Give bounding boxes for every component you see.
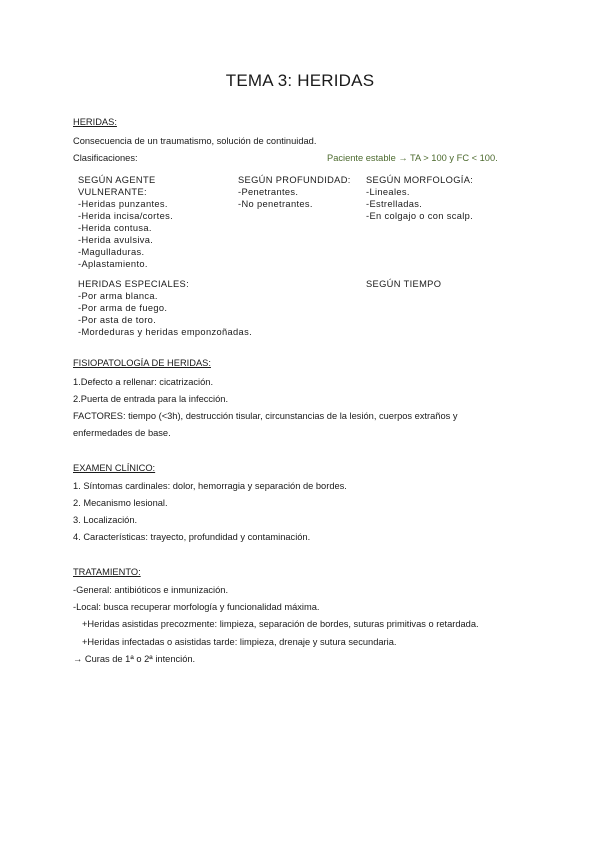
tratamiento-line: -Local: busca recuperar morfología y funcionalidad máxima.: [73, 602, 320, 612]
heridas-definition: Consecuencia de un traumatismo, solución de continuidad.: [73, 136, 317, 146]
examen-line: 1. Síntomas cardinales: dolor, hemorragia y separación de bordes.: [73, 481, 347, 491]
list-item: -Estrelladas.: [366, 199, 423, 209]
morfologia-heading: SEGÚN MORFOLOGÍA:: [366, 175, 474, 185]
profundidad-heading: SEGÚN PROFUNDIDAD:: [238, 175, 351, 185]
list-item: -Por arma de fuego.: [78, 303, 168, 313]
fisio-line: 1.Defecto a rellenar: cicatrización.: [73, 377, 214, 387]
examen-line: 4. Características: trayecto, profundidad y contaminación.: [73, 532, 311, 542]
fisio-line: 2.Puerta de entrada para la infección.: [73, 394, 229, 404]
morfologia-column: [366, 174, 473, 222]
tratamiento-line: -General: antibióticos e inmunización.: [73, 585, 229, 595]
heridas-heading: HERIDAS:: [73, 117, 117, 127]
examen-line: 2. Mecanismo lesional.: [73, 498, 168, 508]
list-item: -En colgajo o con scalp.: [366, 211, 474, 221]
clasificaciones-label: Clasificaciones:: [73, 153, 138, 163]
list-item: -No penetrantes.: [238, 199, 313, 209]
tratamiento-line: → Curas de 1ª o 2ª intención.: [73, 654, 196, 664]
tratamiento-heading: TRATAMIENTO:: [73, 567, 141, 577]
especiales-column: [78, 278, 252, 338]
list-item: -Herida contusa.: [78, 223, 152, 233]
tiempo-column: [366, 278, 441, 290]
profundidad-column: [238, 174, 351, 210]
examen-line: 3. Localización.: [73, 515, 138, 525]
list-item: -Penetrantes.: [238, 187, 299, 197]
estable-note: Paciente estable → TA > 100 y FC < 100.: [327, 153, 498, 163]
tratamiento-line: +Heridas asistidas precozmente: limpieza, separación de bordes, suturas primitivas o retardada.: [82, 619, 479, 629]
list-item: -Aplastamiento.: [78, 259, 148, 269]
agente-heading-2: VULNERANTE:: [78, 187, 147, 197]
tiempo-heading: SEGÚN TIEMPO: [366, 279, 442, 289]
fisio-line: FACTORES: tiempo (<3h), destrucción tisular, circunstancias de la lesión, cuerpos extraños y: [73, 411, 458, 421]
page-title: TEMA 3: HERIDAS: [225, 71, 375, 90]
especiales-heading: HERIDAS ESPECIALES:: [78, 279, 190, 289]
list-item: -Herida incisa/cortes.: [78, 211, 174, 221]
tratamiento-line: +Heridas infectadas o asistidas tarde: limpieza, drenaje y sutura secundaria.: [82, 637, 397, 647]
agente-heading: SEGÚN AGENTE: [78, 175, 156, 185]
list-item: -Por asta de toro.: [78, 315, 157, 325]
fisio-line: enfermedades de base.: [73, 428, 171, 438]
list-item: -Heridas punzantes.: [78, 199, 168, 209]
list-item: -Herida avulsiva.: [78, 235, 154, 245]
agente-column: [78, 174, 173, 270]
fisiopatologia-heading: FISIOPATOLOGÍA DE HERIDAS:: [73, 358, 211, 368]
examen-heading: EXAMEN CLÍNICO:: [73, 463, 156, 473]
list-item: -Lineales.: [366, 187, 410, 197]
list-item: -Mordeduras y heridas emponzoñadas.: [78, 327, 253, 337]
list-item: -Por arma blanca.: [78, 291, 158, 301]
list-item: -Magulladuras.: [78, 247, 145, 257]
